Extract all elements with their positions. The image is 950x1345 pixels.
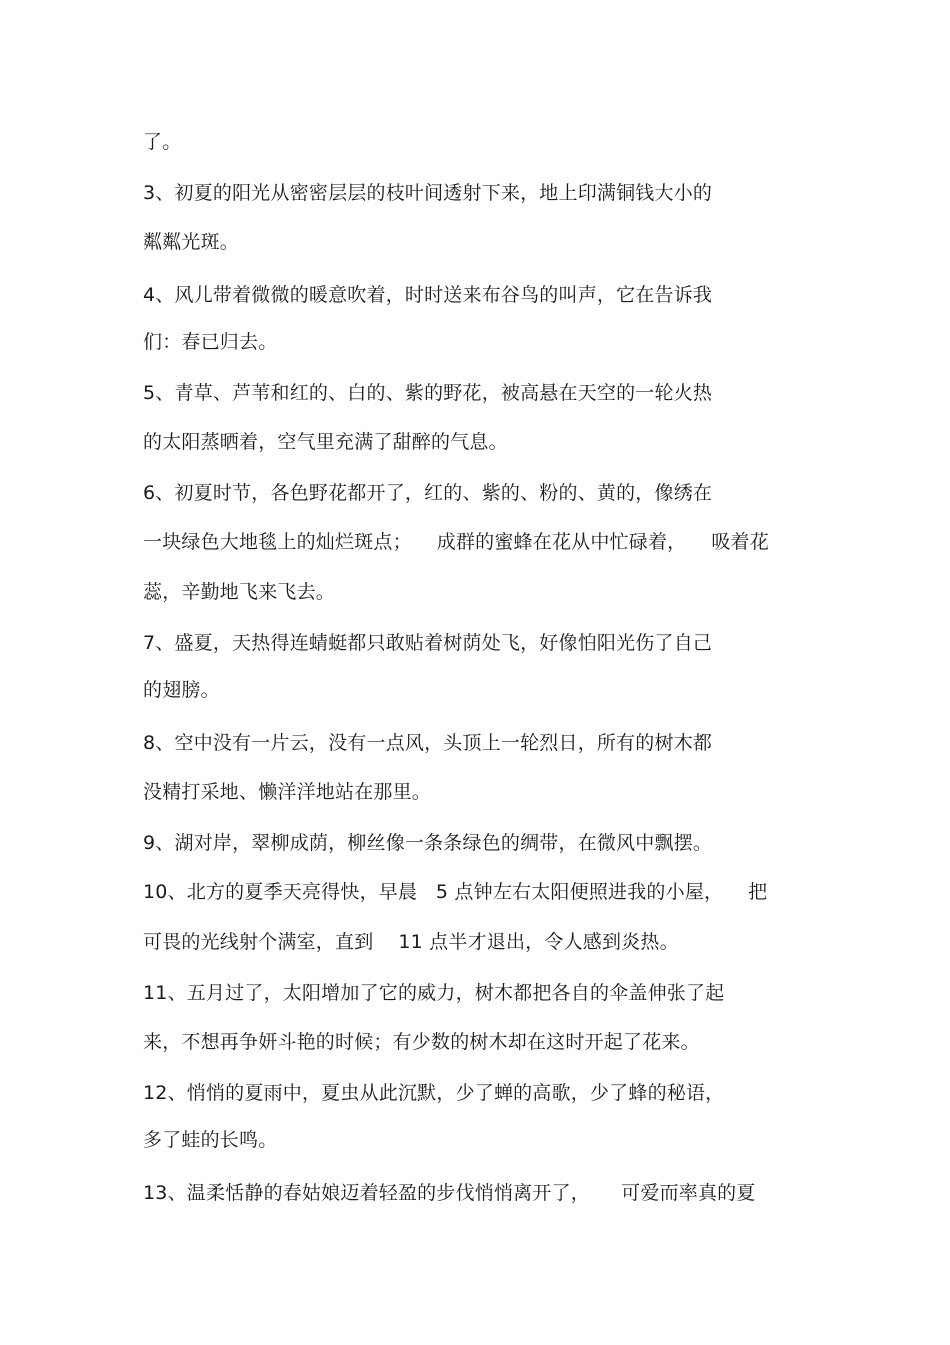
text-line-1: 了。 [143, 131, 182, 153]
text-line-10: 蕊，辛勤地飞来飞去。 [143, 581, 336, 603]
text-line-3: 粼粼光斑。 [143, 231, 240, 253]
text-line-7: 的太阳蒸晒着，空气里充满了甜醉的气息。 [143, 431, 508, 453]
text-line-14: 没精打采地、懒洋洋地站在那里。 [143, 781, 432, 803]
text-line-9: 一块绿色大地毯上的灿烂斑点； 成群的蜜蜂在花从中忙碌着， 吸着花 [143, 531, 769, 553]
text-line-19: 来，不想再争妍斗艳的时候；有少数的树木却在这时开起了花来。 [143, 1031, 700, 1053]
text-line-15: 9、湖对岸，翠柳成荫，柳丝像一条条绿色的绸带，在微风中飘摆。 [143, 832, 713, 854]
text-line-4: 4、风儿带着微微的暖意吹着，时时送来布谷鸟的叫声，它在告诉我 [143, 284, 713, 306]
text-line-5: 们：春已归去。 [143, 331, 278, 353]
text-line-12: 的翅膀。 [143, 679, 220, 701]
text-line-6: 5、青草、芦苇和红的、白的、紫的野花，被高悬在天空的一轮火热 [143, 382, 713, 404]
text-line-17: 可畏的光线射个满室，直到 11 点半才退出，令人感到炎热。 [143, 931, 679, 953]
text-line-11: 7、盛夏，天热得连蜻蜓都只敢贴着树荫处飞，好像怕阳光伤了自己 [143, 632, 713, 654]
text-line-18: 11、五月过了，太阳增加了它的威力，树木都把各自的伞盖伸张了起 [143, 982, 725, 1004]
text-line-22: 13、温柔恬静的春姑娘迈着轻盈的步伐悄悄离开了， 可爱而率真的夏 [143, 1182, 756, 1204]
text-line-16: 10、北方的夏季天亮得快，早晨 5 点钟左右太阳便照进我的小屋， 把 [143, 881, 768, 903]
text-line-2: 3、初夏的阳光从密密层层的枝叶间透射下来，地上印满铜钱大小的 [143, 182, 713, 204]
text-line-21: 多了蛙的长鸣。 [143, 1129, 278, 1151]
text-line-20: 12、悄悄的夏雨中，夏虫从此沉默，少了蝉的高歌，少了蜂的秘语， [143, 1082, 725, 1104]
text-line-8: 6、初夏时节，各色野花都开了，红的、紫的、粉的、黄的，像绣在 [143, 482, 713, 504]
text-line-13: 8、空中没有一片云，没有一点风，头顶上一轮烈日，所有的树木都 [143, 732, 713, 754]
